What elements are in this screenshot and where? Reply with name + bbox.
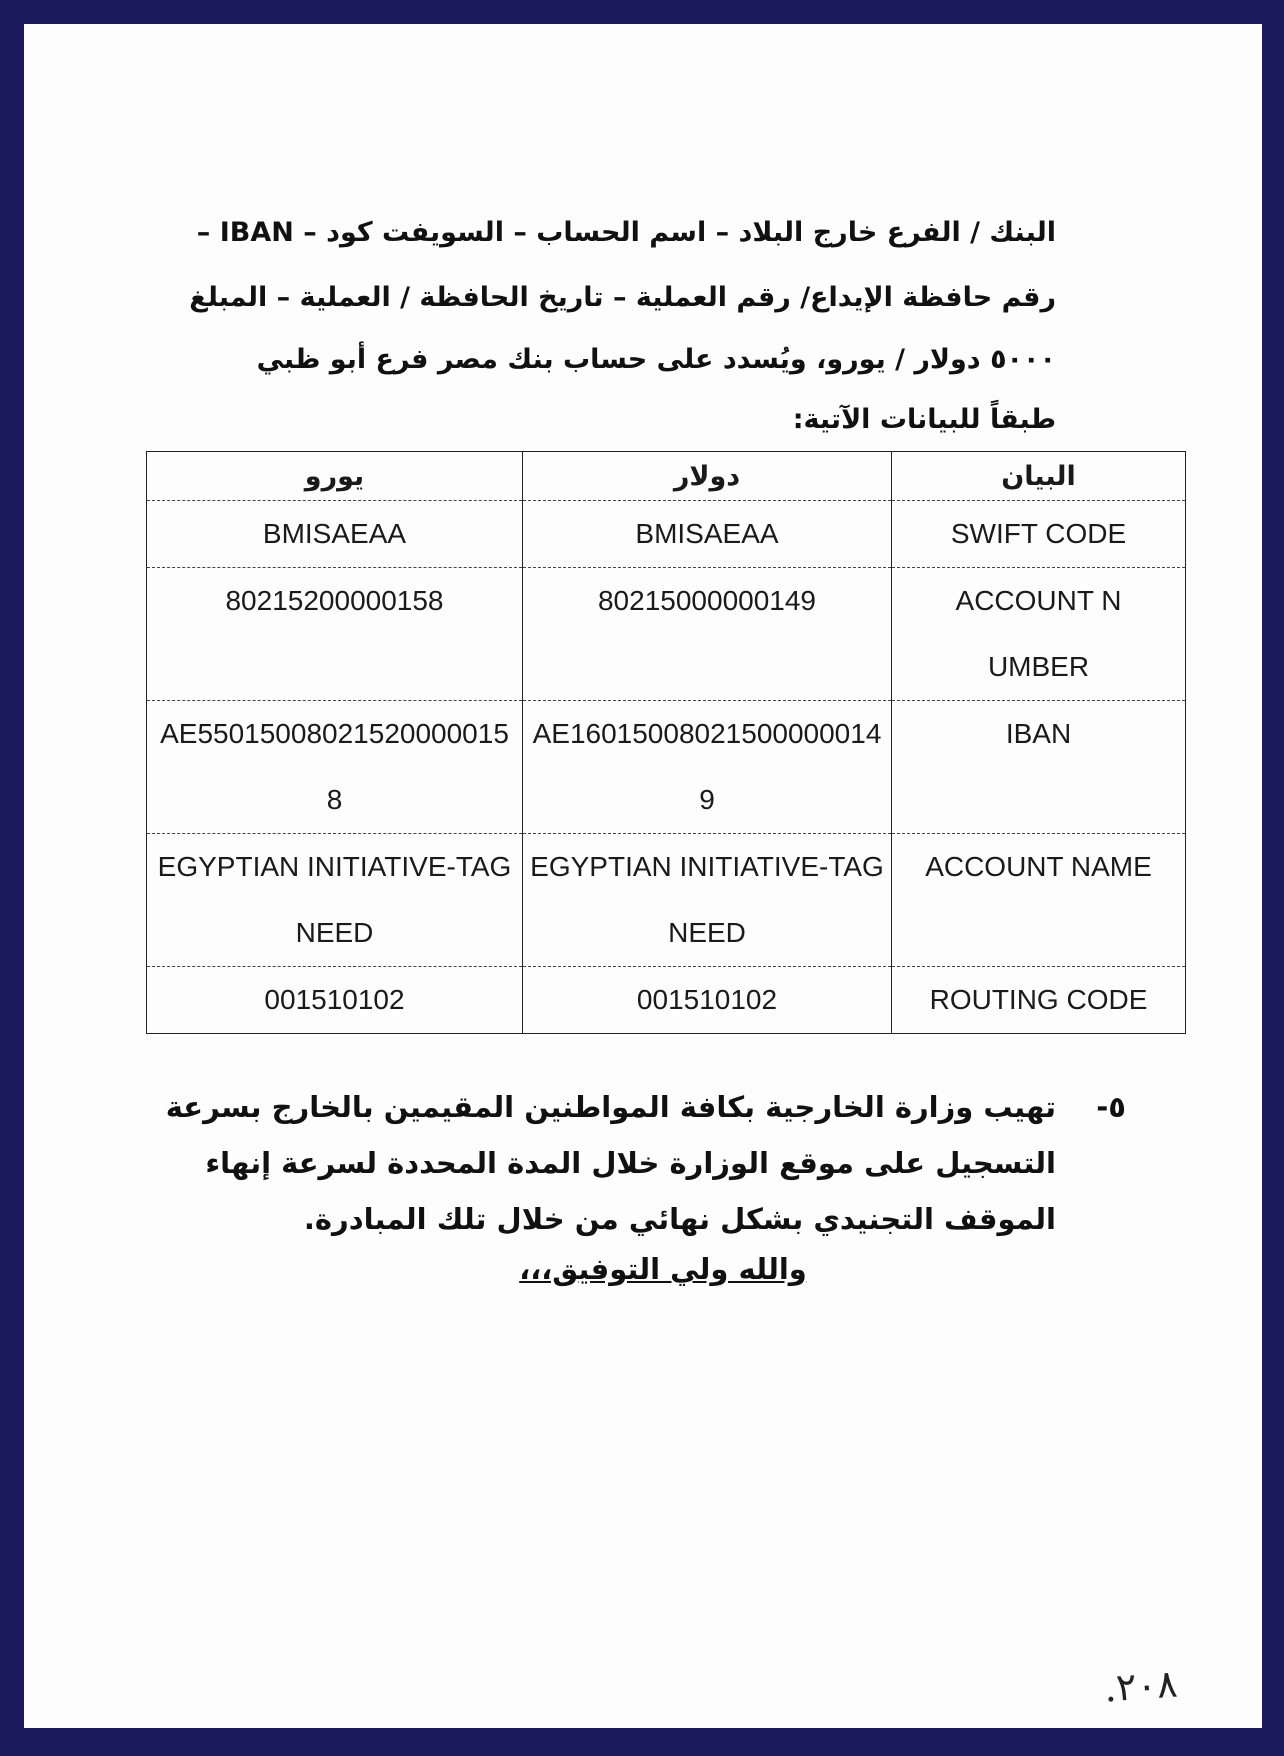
point-5-text: تهيب وزارة الخارجية بكافة المواطنين المقيمين بالخارج بسرعة التسجيل على موقع الوزارة خلال المدة المحددة لسرعة إنهاء الموقف التجنيدي بشكل نهائي من خلال تلك المبادرة.	[165, 1090, 1056, 1236]
intro-line-3: ٥٠٠٠ دولار / يورو، ويُسدد على حساب بنك مصر فرع أبو ظبي	[256, 344, 1056, 375]
row-label: ROUTING CODE	[892, 967, 1186, 1034]
point-5	[126, 1079, 1126, 1247]
header-usd: دولار	[523, 452, 892, 501]
table-row	[147, 568, 1186, 701]
row-label: ACCOUNT NUMBER	[892, 568, 1186, 701]
header-label: البيان	[892, 452, 1186, 501]
eur-value: AE550150080215200000158	[147, 701, 523, 834]
header-eur: يورو	[147, 452, 523, 501]
eur-value: EGYPTIAN INITIATIVE-TAGNEED	[147, 834, 523, 967]
row-label: IBAN	[892, 701, 1186, 834]
bank-details-table	[146, 451, 1186, 1034]
closing-line	[24, 1252, 1262, 1286]
eur-value: 001510102	[147, 967, 523, 1034]
eur-value: 80215200000158	[147, 568, 523, 701]
usd-value: AE160150080215000000149	[523, 701, 892, 834]
usd-value: 80215000000149	[523, 568, 892, 701]
intro-line-1: البنك / الفرع خارج البلاد – اسم الحساب – السويفت كود – IBAN –	[196, 217, 1056, 248]
table-row	[147, 967, 1186, 1034]
table-row	[147, 834, 1186, 967]
table-row	[147, 701, 1186, 834]
row-label: SWIFT CODE	[892, 501, 1186, 568]
row-label: ACCOUNT NAME	[892, 834, 1186, 967]
usd-value: BMISAEAA	[523, 501, 892, 568]
document-page	[24, 24, 1262, 1728]
table-header-row	[147, 452, 1186, 501]
handwritten-page-number: ٢٠٨.	[1102, 1661, 1179, 1711]
closing-text: والله ولي التوفيق،،،	[519, 1252, 807, 1286]
table-row	[147, 501, 1186, 568]
point-5-number: ٥-	[1096, 1090, 1126, 1124]
intro-line-4: طبقاً للبيانات الآتية:	[792, 404, 1056, 435]
usd-value: 001510102	[523, 967, 892, 1034]
intro-line-2: رقم حافظة الإيداع/ رقم العملية – تاريخ الحافظة / العملية – المبلغ	[189, 282, 1056, 313]
eur-value: BMISAEAA	[147, 501, 523, 568]
usd-value: EGYPTIAN INITIATIVE-TAGNEED	[523, 834, 892, 967]
